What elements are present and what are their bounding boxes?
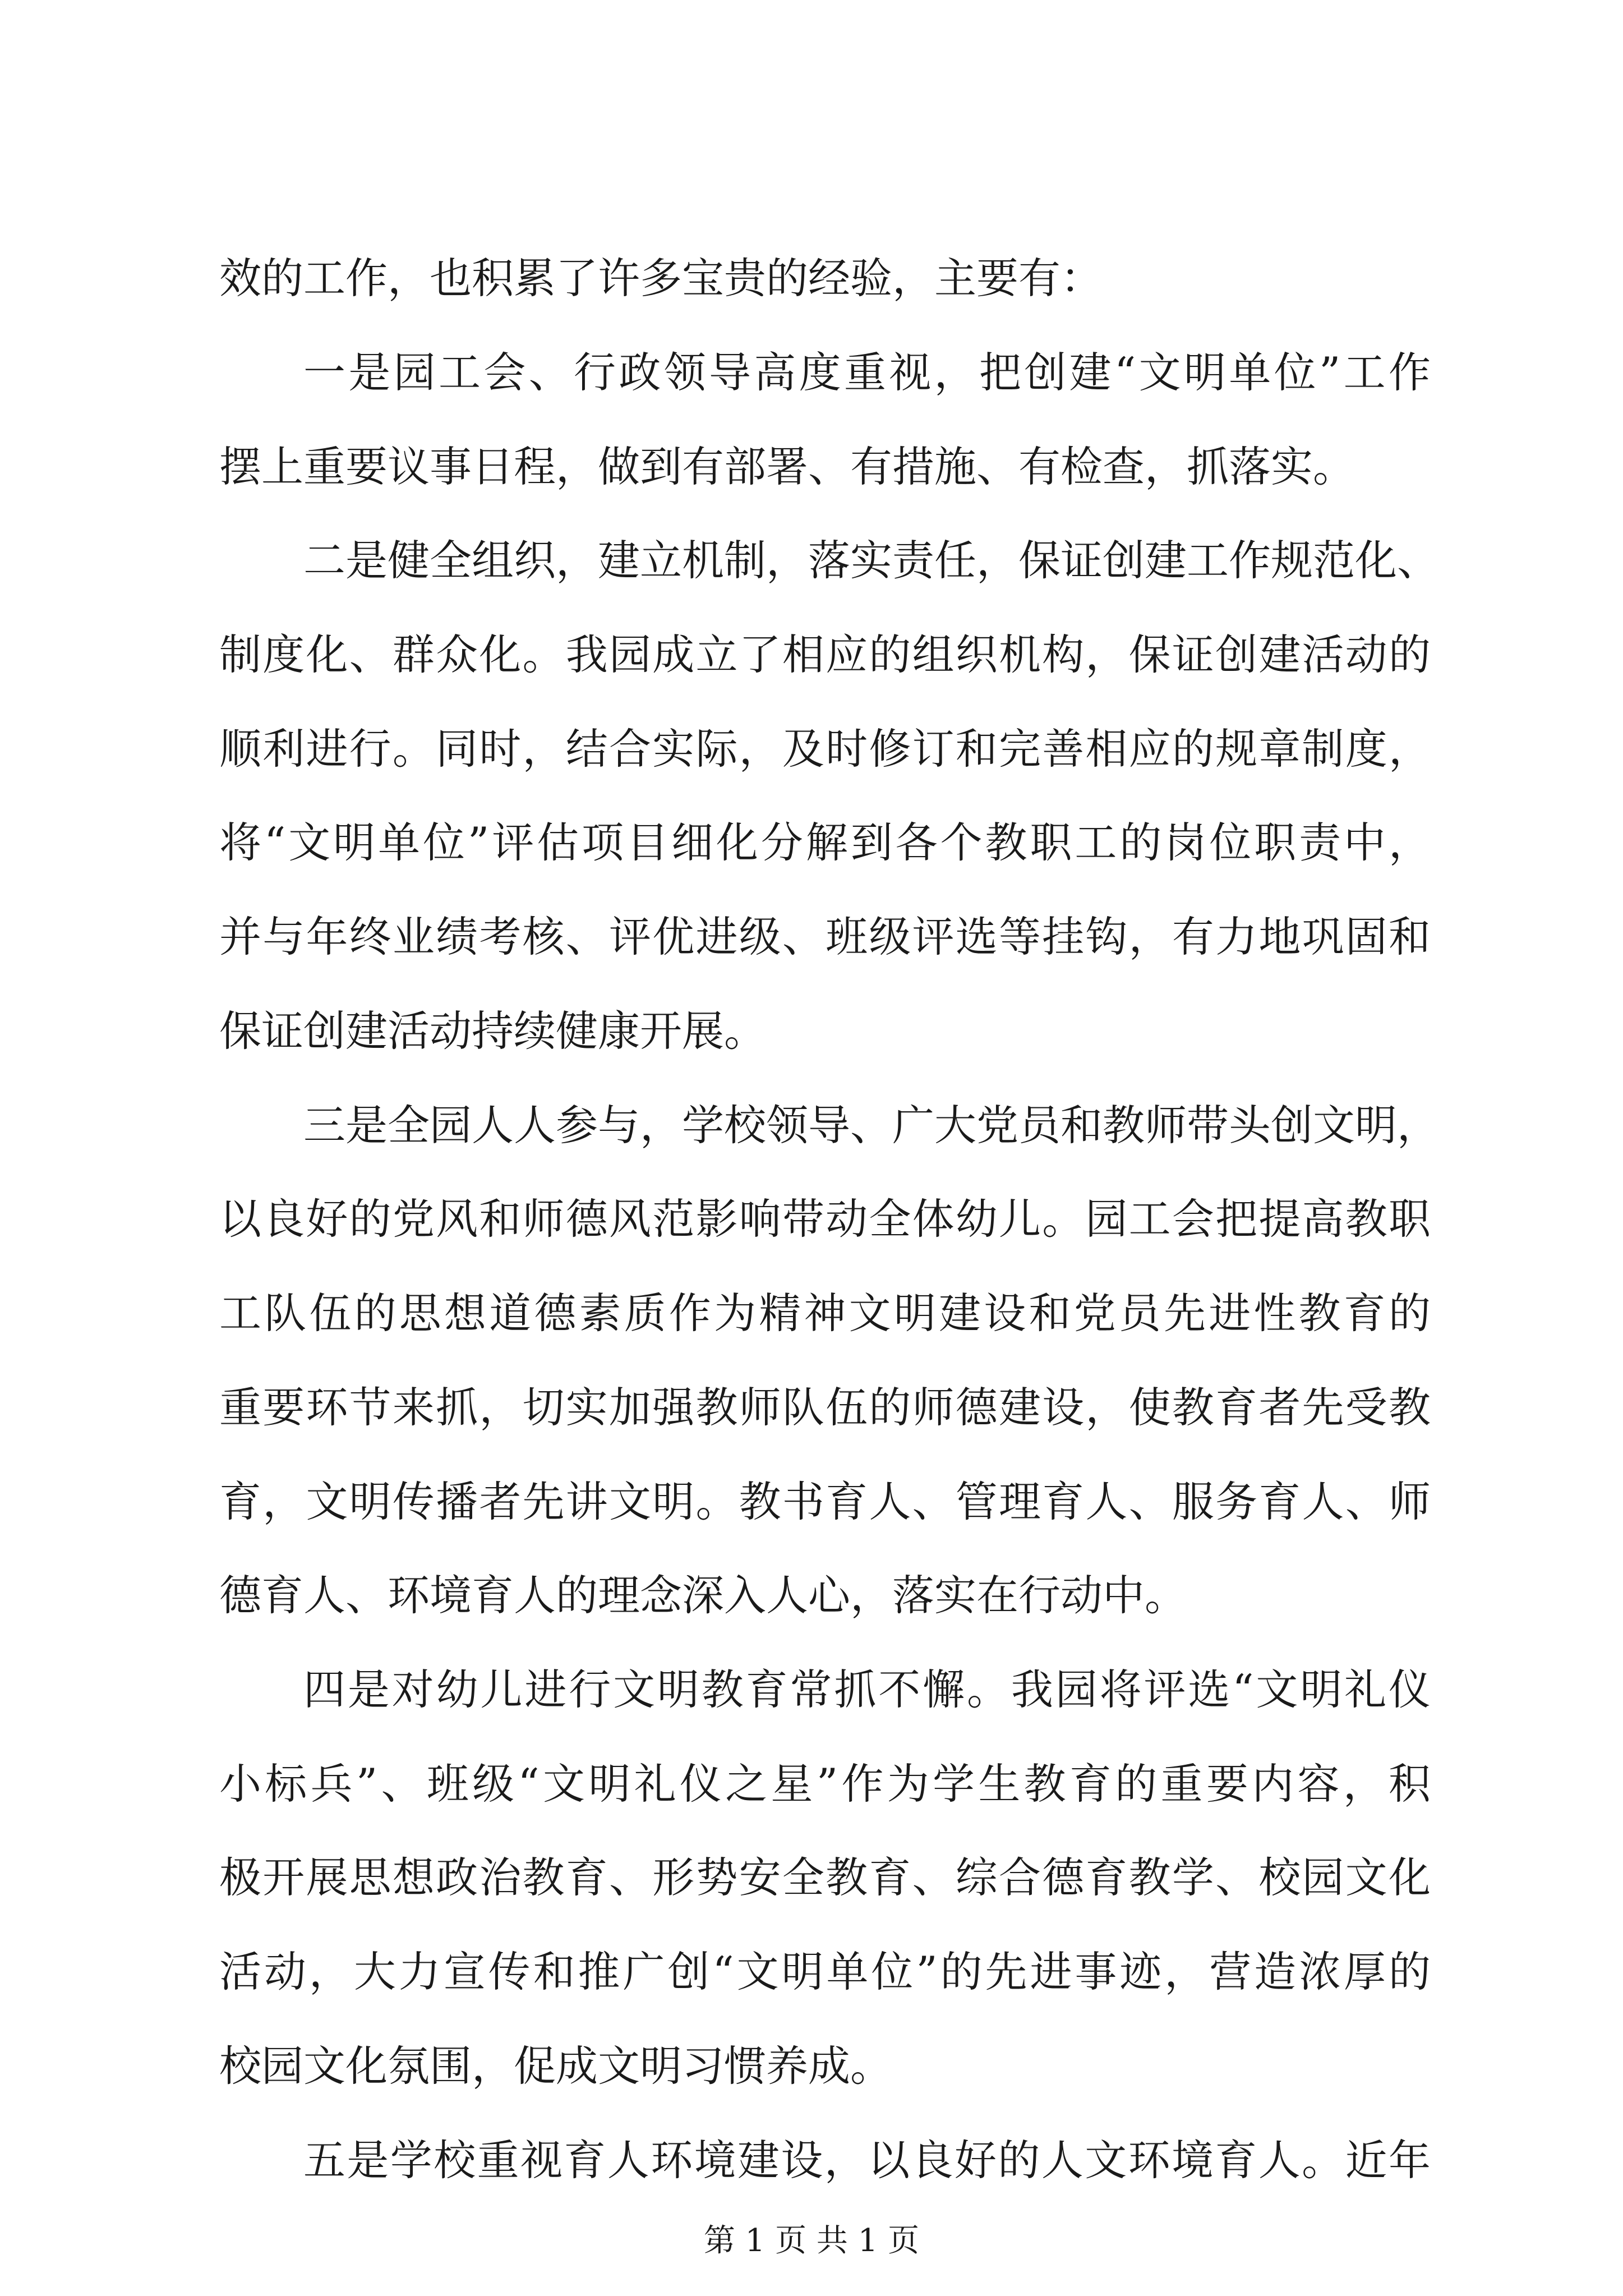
text-line: 德育人、环境育人的理念深入人心，落实在行动中。 — [219, 1571, 1187, 1620]
text-line: 校园文化氛围，促成文明习惯养成。 — [219, 2041, 893, 2091]
text-line: 重要环节来抓，切实加强教师队伍的师德建设，使教育者先受教 — [219, 1383, 1431, 1432]
text-line: 将“文明单位”评估项目细化分解到各个教职工的岗位职责中， — [219, 818, 1431, 867]
text-line: 并与年终业绩考核、评优进级、班级评选等挂钩，有力地巩固和 — [219, 912, 1431, 961]
text-line: 育，文明传播者先讲文明。教书育人、管理育人、服务育人、师 — [219, 1477, 1431, 1526]
text-line: 五是学校重视育人环境建设，以良好的人文环境育人。近年 — [303, 2136, 1431, 2185]
text-line: 摆上重要议事日程，做到有部署、有措施、有检查，抓落实。 — [219, 442, 1355, 491]
text-line: 极开展思想政治教育、形势安全教育、综合德育教学、校园文化 — [219, 1853, 1431, 1902]
text-line: 顺利进行。同时，结合实际，及时修订和完善相应的规章制度， — [219, 724, 1431, 774]
text-line: 一是园工会、行政领导高度重视，把创建“文明单位”工作 — [303, 348, 1431, 397]
text-line: 小标兵”、班级“文明礼仪之星”作为学生教育的重要内容，积 — [219, 1759, 1431, 1809]
text-line: 保证创建活动持续健康开展。 — [219, 1006, 767, 1056]
text-line: 以良好的党风和师德风范影响带动全体幼儿。园工会把提高教职 — [219, 1194, 1431, 1244]
text-line: 三是全园人人参与，学校领导、广大党员和教师带头创文明， — [303, 1101, 1440, 1150]
text-line: 四是对幼儿进行文明教育常抓不懈。我园将评选“文明礼仪 — [303, 1665, 1431, 1714]
text-line: 活动，大力宣传和推广创“文明单位”的先进事迹，营造浓厚的 — [219, 1947, 1431, 1996]
page-number-footer: 第 1 页 共 1 页 — [703, 2223, 920, 2259]
text-line: 二是健全组织，建立机制，落实责任，保证创建工作规范化、 — [303, 536, 1440, 585]
text-line: 工队伍的思想道德素质作为精神文明建设和党员先进性教育的 — [219, 1289, 1431, 1338]
text-line: 效的工作，也积累了许多宝贵的经验，主要有： — [219, 254, 1103, 303]
text-line: 制度化、群众化。我园成立了相应的组织机构，保证创建活动的 — [219, 630, 1431, 679]
